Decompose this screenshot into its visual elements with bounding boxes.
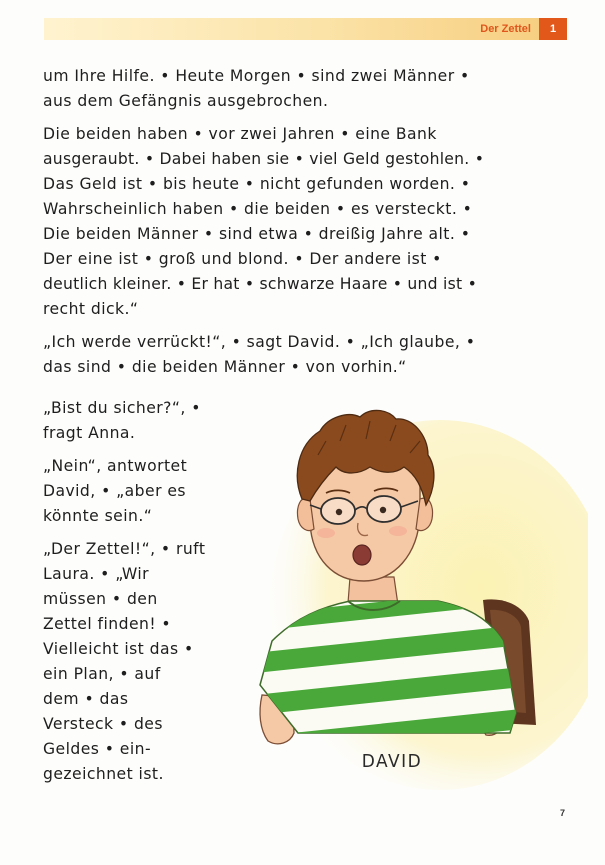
text-line: fragt Anna. [43,424,136,442]
chapter-number-badge: 1 [539,18,567,40]
text-line: das sind • die beiden Männer • von vorhin.“ [43,358,407,376]
text-line: Der eine ist • groß und blond. • Der andere ist • [43,250,442,268]
text-line: Vielleicht ist das • [43,640,194,658]
text-line: „Bist du sicher?“, • [43,399,201,417]
text-line: könnte sein.“ [43,507,153,525]
text-line: „Nein“, antwortet [43,457,188,475]
text-line: gezeichnet ist. [43,765,164,783]
text-line: ausgeraubt. • Dabei haben sie • viel Geld gestohlen. • [43,150,485,168]
text-line: Laura. • „Wir [43,565,149,583]
text-line: „Ich werde verrückt!“, • sagt David. • „Ich glaube, • [43,333,476,351]
david-illustration [198,395,588,790]
text-line: Versteck • des [43,715,163,733]
text-line: David, • „aber es [43,482,186,500]
text-line: deutlich kleiner. • Er hat • schwarze Haare • und ist • [43,275,478,293]
paragraph [43,64,523,114]
text-line: Das Geld ist • bis heute • nicht gefunden worden. • [43,175,471,193]
text-line: müssen • den [43,590,158,608]
text-line: Zettel finden! • [43,615,172,633]
text-line: um Ihre Hilfe. • Heute Morgen • sind zwei Männer • [43,67,470,85]
text-line: dem • das [43,690,129,708]
text-line: recht dick.“ [43,300,139,318]
illustration-caption: DAVID [361,751,423,773]
text-line: Die beiden haben • vor zwei Jahren • eine Bank [43,125,437,143]
text-line: aus dem Gefängnis ausgebrochen. [43,92,329,110]
text-line: „Der Zettel!“, • ruft [43,540,206,558]
chapter-header-bar [44,18,539,40]
text-line: Die beiden Männer • sind etwa • dreißig Jahre alt. • [43,225,471,243]
story-text-wide [43,64,523,388]
text-line: ein Plan, • auf [43,665,161,683]
paragraph [43,122,523,322]
text-line: Geldes • ein- [43,740,152,758]
paragraph [43,330,523,380]
page-number: 7 [560,808,566,818]
chapter-title: Der Zettel [480,23,531,35]
text-line: Wahrscheinlich haben • die beiden • es versteckt. • [43,200,473,218]
